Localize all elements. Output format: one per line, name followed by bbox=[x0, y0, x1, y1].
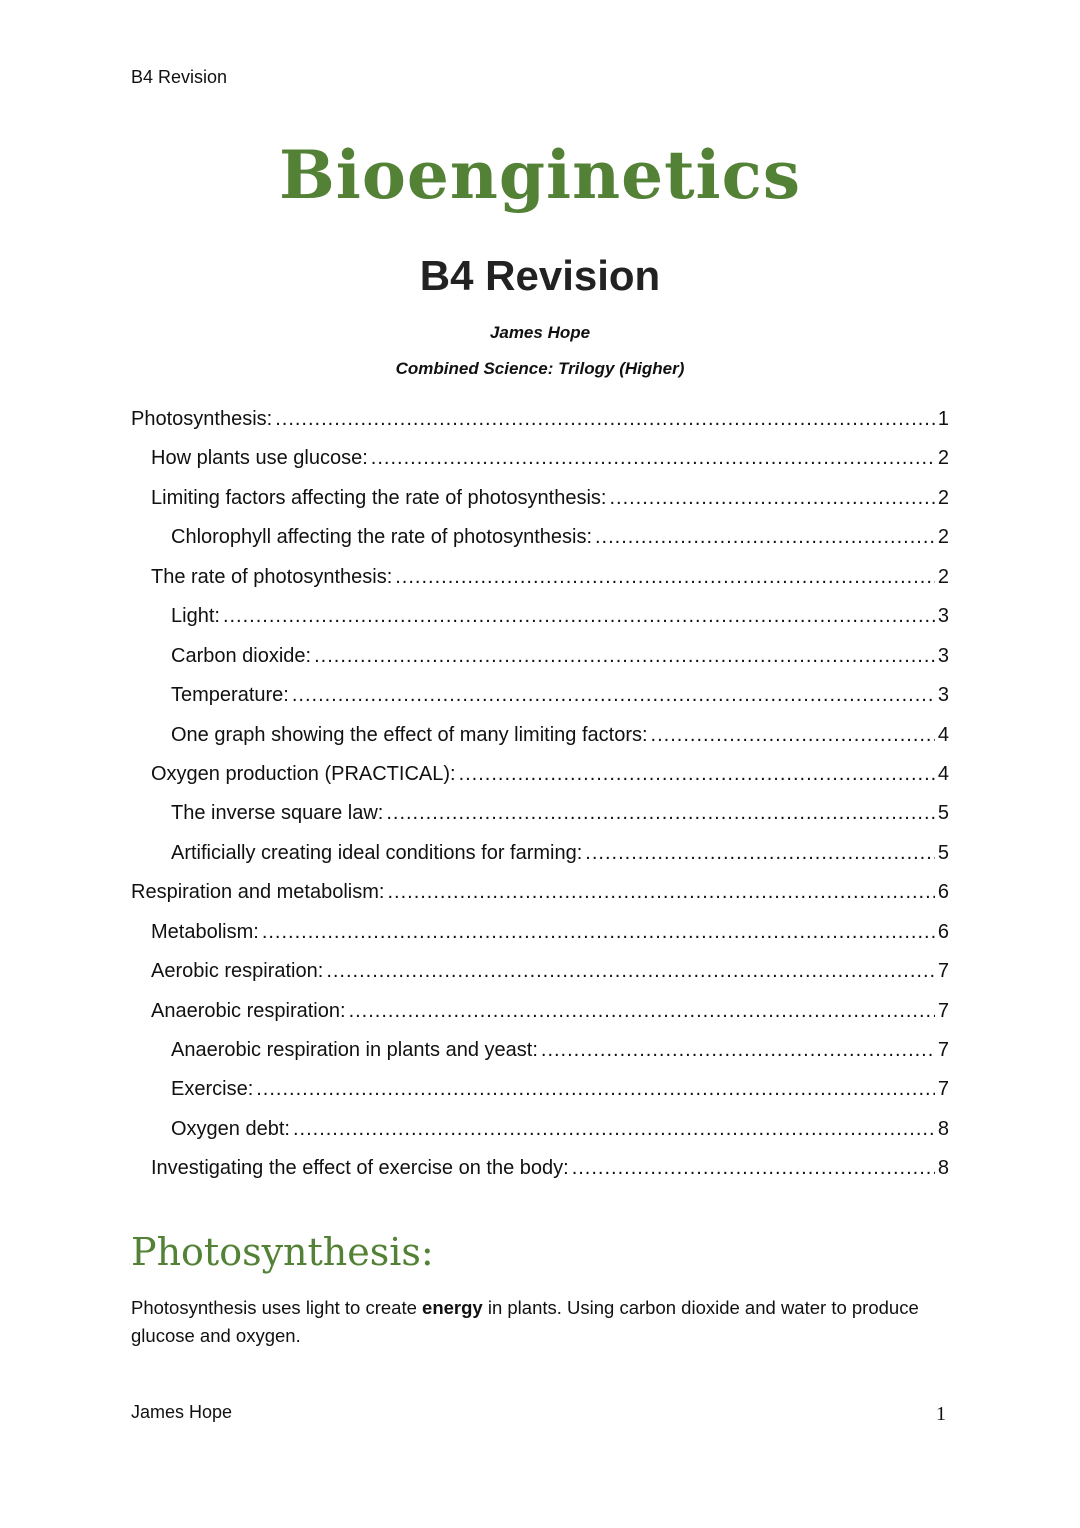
toc-entry-page: 5 bbox=[937, 841, 949, 864]
toc-entry-label: Photosynthesis: bbox=[131, 408, 273, 430]
toc-entry-label: Metabolism: bbox=[151, 920, 259, 943]
toc-entry[interactable] bbox=[131, 998, 949, 1037]
toc-leader bbox=[395, 564, 935, 590]
toc-entry-page: 3 bbox=[937, 684, 949, 707]
toc-entry-label: Light: bbox=[171, 605, 220, 628]
toc-entry-label: Respiration and metabolism: bbox=[131, 881, 385, 904]
toc-entry[interactable] bbox=[131, 1155, 949, 1194]
toc-entry-page: 2 bbox=[937, 565, 949, 588]
toc-leader bbox=[326, 958, 935, 984]
toc-entry-label: Artificially creating ideal conditions for farming: bbox=[171, 841, 583, 864]
toc-entry[interactable] bbox=[131, 406, 949, 445]
toc-entry-page: 4 bbox=[937, 723, 949, 746]
toc-entry[interactable] bbox=[131, 840, 949, 879]
toc-entry-page: 3 bbox=[937, 644, 949, 667]
toc-entry[interactable] bbox=[131, 958, 949, 997]
toc-leader bbox=[387, 879, 934, 905]
toc-entry[interactable] bbox=[131, 1116, 949, 1155]
toc-leader bbox=[275, 406, 935, 432]
author: James Hope bbox=[489, 323, 591, 342]
para-text: Photosynthesis uses light to create bbox=[131, 1297, 423, 1318]
toc-leader bbox=[262, 919, 935, 945]
toc-entry-label: The inverse square law: bbox=[171, 802, 384, 825]
toc-leader bbox=[386, 800, 935, 826]
toc-leader bbox=[349, 998, 935, 1024]
section-heading: Photosynthesis: bbox=[131, 1230, 434, 1274]
toc-leader bbox=[292, 682, 935, 708]
toc-entry-label: Investigating the effect of exercise on the body: bbox=[151, 1157, 569, 1180]
toc-entry[interactable] bbox=[131, 682, 949, 721]
toc-entry-label: Aerobic respiration: bbox=[151, 960, 324, 983]
toc-entry[interactable] bbox=[131, 603, 949, 642]
toc-leader bbox=[371, 445, 935, 471]
toc-entry-label: Limiting factors affecting the rate of photosynthesis: bbox=[151, 486, 607, 509]
toc-entry-label: Anaerobic respiration in plants and yeast: bbox=[171, 1039, 538, 1061]
toc-entry[interactable] bbox=[131, 1076, 949, 1115]
toc-leader bbox=[314, 643, 935, 669]
toc-entry-page: 8 bbox=[937, 1117, 949, 1140]
footer-author: James Hope bbox=[131, 1402, 233, 1422]
toc-entry[interactable] bbox=[131, 879, 949, 918]
toc-entry-label: Oxygen debt: bbox=[171, 1117, 290, 1140]
toc-entry[interactable] bbox=[131, 485, 949, 524]
toc-leader bbox=[256, 1076, 935, 1102]
para-bold: energy bbox=[422, 1297, 483, 1318]
toc-leader bbox=[595, 524, 935, 550]
toc-entry-page: 2 bbox=[937, 526, 949, 549]
toc-leader bbox=[609, 485, 934, 511]
toc-entry-label: The rate of photosynthesis: bbox=[151, 565, 393, 588]
toc-entry[interactable] bbox=[131, 643, 949, 682]
toc-leader bbox=[459, 761, 935, 787]
toc-leader bbox=[293, 1116, 935, 1142]
toc-entry[interactable] bbox=[131, 761, 949, 800]
toc-entry-page: 2 bbox=[937, 486, 949, 509]
toc-entry[interactable] bbox=[131, 564, 949, 603]
toc-entry[interactable] bbox=[131, 800, 949, 839]
toc-entry-page: 7 bbox=[937, 960, 949, 983]
toc-entry-label: Anaerobic respiration: bbox=[151, 999, 346, 1022]
course: Combined Science: Trilogy (Higher) bbox=[395, 359, 685, 378]
toc-entry-label: Exercise: bbox=[171, 1078, 254, 1101]
toc-leader bbox=[651, 722, 935, 748]
document-subtitle: B4 Revision bbox=[419, 252, 661, 299]
toc-entry-label: Oxygen production (PRACTICAL): bbox=[151, 762, 456, 785]
toc-entry-page: 7 bbox=[937, 999, 949, 1022]
toc-entry-page: 2 bbox=[937, 447, 949, 470]
toc-entry-page: 3 bbox=[937, 605, 949, 628]
toc-leader bbox=[585, 840, 935, 866]
document-title: Bioenginetics bbox=[279, 136, 801, 214]
toc-entry-label: Temperature: bbox=[171, 684, 289, 707]
toc-entry[interactable] bbox=[131, 524, 949, 563]
toc-leader bbox=[541, 1037, 935, 1063]
toc-leader bbox=[223, 603, 935, 629]
toc-entry-label: How plants use glucose: bbox=[151, 447, 368, 470]
toc-entry-page: 8 bbox=[937, 1157, 949, 1180]
toc-entry-page: 1 bbox=[937, 408, 949, 430]
table-of-contents bbox=[131, 406, 949, 1195]
toc-leader bbox=[572, 1155, 935, 1181]
toc-entry[interactable] bbox=[131, 919, 949, 958]
toc-entry-page: 6 bbox=[937, 920, 949, 943]
toc-entry-label: Chlorophyll affecting the rate of photosynthesis: bbox=[171, 526, 592, 549]
footer-page-number: 1 bbox=[936, 1403, 946, 1425]
toc-entry-page: 6 bbox=[937, 881, 949, 904]
toc-entry[interactable] bbox=[131, 1037, 949, 1076]
toc-entry[interactable] bbox=[131, 445, 949, 484]
section-paragraph bbox=[131, 1294, 961, 1350]
page-header: B4 Revision bbox=[131, 67, 228, 87]
toc-entry-page: 7 bbox=[937, 1078, 949, 1101]
toc-entry-label: Carbon dioxide: bbox=[171, 644, 312, 667]
toc-entry[interactable] bbox=[131, 722, 949, 761]
toc-entry-page: 4 bbox=[937, 762, 949, 785]
toc-entry-label: One graph showing the effect of many limiting factors: bbox=[171, 723, 648, 746]
toc-entry-page: 5 bbox=[937, 802, 949, 825]
para-text: in plants. Using carbon dioxide and water to produce glucose and oxygen. bbox=[131, 1297, 919, 1346]
toc-entry-page: 7 bbox=[937, 1039, 949, 1061]
